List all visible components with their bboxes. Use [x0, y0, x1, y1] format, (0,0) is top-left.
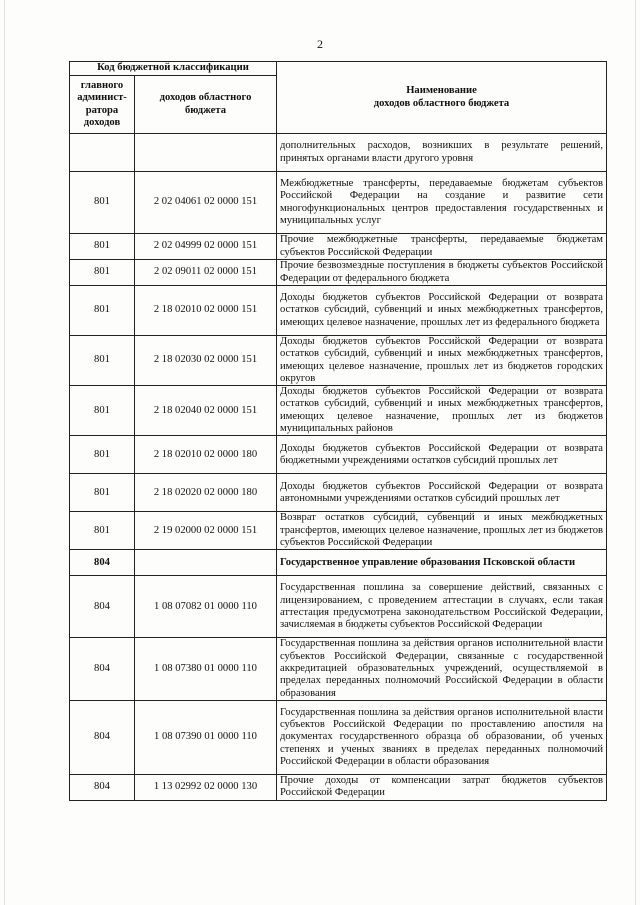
header-budget-classification-code: Код бюджетной классификации: [70, 62, 277, 76]
table-row: [70, 336, 607, 386]
row-admin-code: 801: [70, 512, 135, 550]
page-edge-left: [4, 0, 5, 905]
row-admin-code: 804: [70, 638, 135, 700]
table-row: [70, 286, 607, 336]
row-admin-code: 804: [70, 576, 135, 638]
row-revenue-name: Прочие межбюджетные трансферты, передаваемые бюджетам субъектов Российской Федерации: [277, 234, 607, 260]
table-row: [70, 550, 607, 576]
row-admin-code: 801: [70, 172, 135, 234]
row-revenue-name: Доходы бюджетов субъектов Российской Федерации от возврата остатков субсидий, субвенций и иных межбюджетных трансфертов, имеющих целевое назначение, прошлых лет из федерального бюджета: [277, 286, 607, 336]
table-row: [70, 576, 607, 638]
row-admin-code: 804: [70, 700, 135, 774]
row-revenue-name: Государственная пошлина за совершение действий, связанных с лицензированием, с проведением аттестации в случаях, если такая аттестация предусмотрена законодательством Российской Федерации, зачисляемая в бюджеты субъектов Российской Федерации: [277, 576, 607, 638]
row-classification-code: [135, 550, 277, 576]
row-admin-code: 801: [70, 336, 135, 386]
row-classification-code: [135, 134, 277, 172]
row-classification-code: 2 18 02030 02 0000 151: [135, 336, 277, 386]
row-revenue-name: Доходы бюджетов субъектов Российской Федерации от возврата остатков субсидий, субвенций и иных межбюджетных трансфертов, имеющих целевое назначение, прошлых лет из бюджетов городских округов: [277, 336, 607, 386]
row-classification-code: 2 02 09011 02 0000 151: [135, 260, 277, 286]
header-revenue-name-line1: Наименование: [406, 85, 477, 97]
header-revenue-name: [277, 62, 607, 134]
row-revenue-name: Доходы бюджетов субъектов Российской Федерации от возврата автономными учреждениями остатков субсидий прошлых лет: [277, 474, 607, 512]
table-row: [70, 386, 607, 436]
table-row: [70, 774, 607, 800]
row-revenue-name: Прочие доходы от компенсации затрат бюджетов субъектов Российской Федерации: [277, 774, 607, 800]
row-revenue-name: дополнительных расходов, возникших в результате решений, принятых органами власти другого уровня: [277, 134, 607, 172]
page-edge-right: [635, 0, 636, 905]
table-row: [70, 134, 607, 172]
table-row: [70, 512, 607, 550]
table-row: [70, 172, 607, 234]
table-row: [70, 260, 607, 286]
row-admin-code: 804: [70, 774, 135, 800]
header-regional-budget-revenue: доходов областного бюджета: [135, 76, 277, 134]
row-admin-code: 801: [70, 474, 135, 512]
row-classification-code: 1 13 02992 02 0000 130: [135, 774, 277, 800]
row-admin-code: 804: [70, 550, 135, 576]
table-row: [70, 234, 607, 260]
row-classification-code: 2 18 02010 02 0000 151: [135, 286, 277, 336]
row-revenue-name: Прочие безвозмездные поступления в бюджеты субъектов Российской Федерации от федерального бюджета: [277, 260, 607, 286]
row-classification-code: 2 18 02010 02 0000 180: [135, 436, 277, 474]
header-main-administrator: главного админист-ратора доходов: [70, 76, 135, 134]
table-row: [70, 474, 607, 512]
table-row: [70, 638, 607, 700]
row-revenue-name: Межбюджетные трансферты, передаваемые бюджетам субъектов Российской Федерации на создание и развитие сети многофункциональных центров предоставления государственных и муниципальных услуг: [277, 172, 607, 234]
row-revenue-name: Доходы бюджетов субъектов Российской Федерации от возврата остатков субсидий, субвенций и иных межбюджетных трансфертов, имеющих целевое назначение, прошлых лет из бюджетов муниципальных районов: [277, 386, 607, 436]
table-row: [70, 700, 607, 774]
row-revenue-name: Доходы бюджетов субъектов Российской Федерации от возврата бюджетными учреждениями остатков субсидий прошлых лет: [277, 436, 607, 474]
table-body: [70, 134, 607, 801]
row-classification-code: 2 18 02020 02 0000 180: [135, 474, 277, 512]
row-revenue-name: Возврат остатков субсидий, субвенций и иных межбюджетных трансфертов, имеющих целевое назначение, прошлых лет из бюджетов субъектов Российской Федерации: [277, 512, 607, 550]
table-row: [70, 436, 607, 474]
row-classification-code: 2 19 02000 02 0000 151: [135, 512, 277, 550]
page-number: 2: [317, 37, 323, 51]
header-revenue-name-line2: доходов областного бюджета: [373, 97, 510, 109]
row-admin-code: [70, 134, 135, 172]
row-revenue-name: Государственное управление образования Псковской области: [277, 550, 607, 576]
row-classification-code: 1 08 07380 01 0000 110: [135, 638, 277, 700]
row-classification-code: 1 08 07082 01 0000 110: [135, 576, 277, 638]
row-admin-code: 801: [70, 386, 135, 436]
row-classification-code: 1 08 07390 01 0000 110: [135, 700, 277, 774]
row-classification-code: 2 02 04999 02 0000 151: [135, 234, 277, 260]
row-classification-code: 2 02 04061 02 0000 151: [135, 172, 277, 234]
row-revenue-name: Государственная пошлина за действия органов исполнительной власти субъектов Российской Федерации по проставлению апостиля на документах государственного образца об образовании, об ученых степенях и ученых званиях в пределах переданных полномочий Российской Федерации в области образования: [277, 700, 607, 774]
row-admin-code: 801: [70, 436, 135, 474]
row-revenue-name: Государственная пошлина за действия органов исполнительной власти субъектов Российской Федерации, связанные с государственной аккредитацией образовательных учреждений, осуществляемой в пределах переданных полномочий Российской Федерации в области образования: [277, 638, 607, 700]
row-classification-code: 2 18 02040 02 0000 151: [135, 386, 277, 436]
row-admin-code: 801: [70, 286, 135, 336]
budget-revenue-table: [69, 61, 607, 801]
row-admin-code: 801: [70, 260, 135, 286]
row-admin-code: 801: [70, 234, 135, 260]
